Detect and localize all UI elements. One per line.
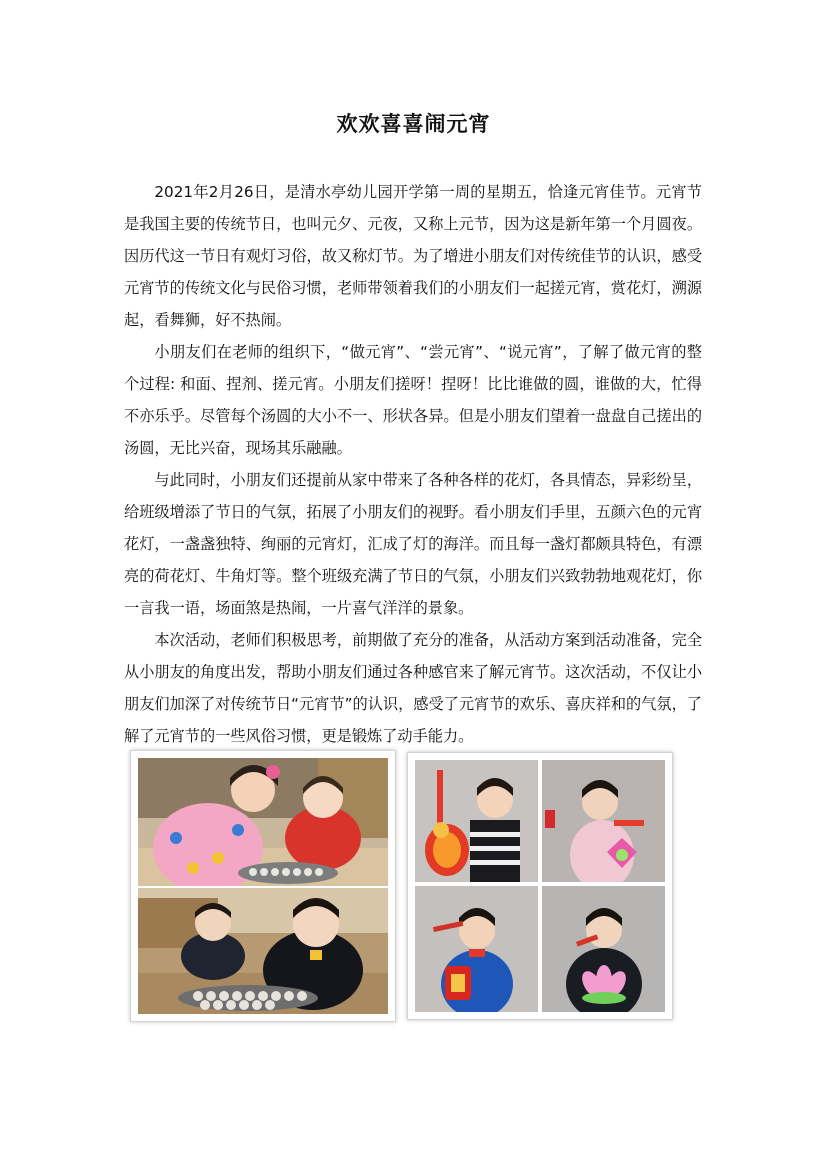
photo-collage-making [130, 750, 396, 1022]
paragraph: 2021年2月26日，是清水亭幼儿园开学第一周的星期五，恰逢元宵佳节。元宵节是我国主要的传统节日，也叫元夕、元夜，又称上元节，因为这是新年第一个月圆夜。因历代这一节日有观灯习俗，故又称灯节。为了增进小朋友们对传统佳节的认识，感受元宵节的传统文化与民俗习惯，老师带领着我们的小朋友们一起搓元宵，赏花灯，溯源起，看舞狮，好不热闹。 [124, 183, 702, 329]
paragraph: 小朋友们在老师的组织下，“做元宵”、“尝元宵”、“说元宵”，了解了做元宵的整个过程: 和面、捏剂、搓元宵。小朋友们搓呀！捏呀！比比谁做的圆，谁做的大，忙得不亦乐乎。尽管每个汤圆的大小不一、形状各异。但是小朋友们望着一盘盘自己搓出的汤圆，无比兴奋，现场其乐融融。 [124, 343, 702, 457]
lantern-photo-2 [542, 760, 665, 882]
document-title: 欢欢喜喜闹元宵 [336, 111, 491, 136]
lantern-photo-3 [415, 886, 538, 1012]
paragraph: 与此同时，小朋友们还提前从家中带来了各种各样的花灯，各具情态，异彩纷呈，给班级增添了节日的气氛，拓展了小朋友们的视野。看小朋友们手里，五颜六色的元宵花灯，一盏盏独特、绚丽的元宵灯，汇成了灯的海洋。而且每一盏灯都颇具特色，有漂亮的荷花灯、牛角灯等。整个班级充满了节日的气氛，小朋友们兴致勃勃地观花灯，你一言我一语，场面煞是热闹，一片喜气洋洋的景象。 [124, 471, 702, 617]
making-yuanxiao-photo-1 [138, 758, 388, 886]
photo-collage-lanterns [407, 752, 673, 1020]
making-yuanxiao-photo-2 [138, 888, 388, 1014]
document-body [124, 176, 702, 752]
lantern-photo-1 [415, 760, 538, 882]
paragraph: 本次活动，老师们积极思考，前期做了充分的准备，从活动方案到活动准备，完全从小朋友的角度出发，帮助小朋友们通过各种感官来了解元宵节。这次活动，不仅让小朋友们加深了对传统节日“元宵节”的认识，感受了元宵节的欢乐、喜庆祥和的气氛，了解了元宵节的一些风俗习惯，更是锻炼了动手能力。 [124, 631, 702, 745]
lantern-photo-4 [542, 886, 665, 1012]
